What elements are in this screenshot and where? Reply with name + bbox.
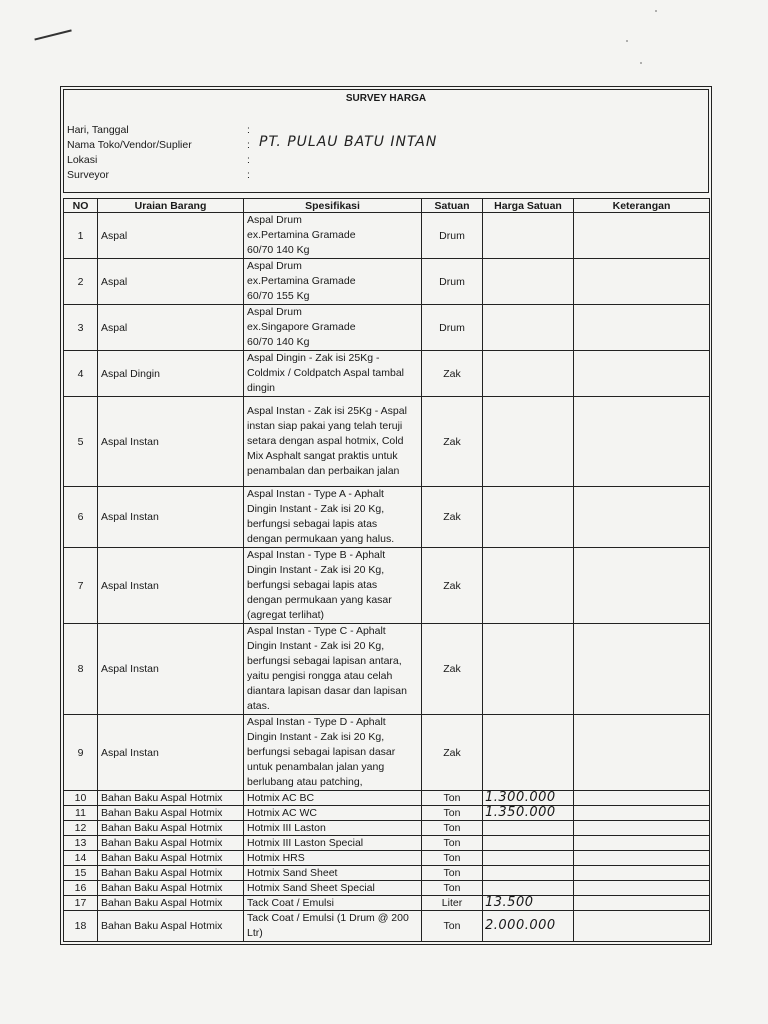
- item-specification: [244, 791, 422, 806]
- handwritten-price: 1.300.000: [485, 790, 556, 805]
- item-specification: [244, 806, 422, 821]
- row-number: 15: [64, 866, 98, 881]
- item-description: Aspal: [98, 305, 244, 351]
- scan-speck: [640, 62, 642, 64]
- spec-line: penambalan dan perbaikan jalan: [247, 465, 400, 477]
- spec-line: dengan permukaan yang kasar: [247, 594, 392, 606]
- item-description: Aspal Instan: [98, 548, 244, 624]
- unit-cell: Drum: [422, 259, 483, 305]
- survey-sheet: [60, 86, 712, 945]
- spec-line: Coldmix / Coldpatch Aspal tambal: [247, 367, 404, 379]
- spec-line: Hotmix Sand Sheet: [247, 867, 338, 879]
- row-number: 7: [64, 548, 98, 624]
- column-header-item: Uraian Barang: [98, 199, 244, 213]
- spec-line: Aspal Instan - Type C - Aphalt: [247, 625, 386, 637]
- item-specification: [244, 896, 422, 911]
- spec-line: berfungsi sebagai lapisan dasar: [247, 746, 396, 758]
- scan-speck: [626, 40, 628, 42]
- field-label: Lokasi: [67, 154, 98, 166]
- spec-line: Aspal Instan - Zak isi 25Kg - Aspal: [247, 405, 407, 417]
- unit-price-cell: [483, 896, 574, 911]
- item-description: Bahan Baku Aspal Hotmix: [98, 851, 244, 866]
- column-header-note: Keterangan: [574, 199, 710, 213]
- table-row: [64, 851, 710, 866]
- table-row: [64, 911, 710, 942]
- table-row: [64, 548, 710, 624]
- spec-line: Hotmix AC BC: [247, 792, 315, 804]
- item-specification: [244, 836, 422, 851]
- unit-cell: Drum: [422, 305, 483, 351]
- note-cell: [574, 548, 710, 624]
- note-cell: [574, 397, 710, 487]
- spec-line: berfungsi sebagai lapis atas: [247, 518, 378, 530]
- row-number: 11: [64, 806, 98, 821]
- spec-line: dengan permukaan yang halus.: [247, 533, 395, 545]
- spec-line: 60/70 140 Kg: [247, 244, 310, 256]
- unit-cell: Zak: [422, 548, 483, 624]
- table-row: [64, 896, 710, 911]
- spec-line: Aspal Instan - Type A - Aphalt: [247, 488, 384, 500]
- unit-price-cell: [483, 866, 574, 881]
- row-number: 13: [64, 836, 98, 851]
- table-row: [64, 866, 710, 881]
- field-label: Surveyor: [67, 169, 110, 181]
- spec-line: diantara lapisan dasar dan lapisan: [247, 685, 407, 697]
- note-cell: [574, 866, 710, 881]
- spec-line: setara dengan aspal hotmix, Cold: [247, 435, 404, 447]
- column-header-unit: Satuan: [422, 199, 483, 213]
- item-specification: [244, 487, 422, 548]
- unit-cell: Ton: [422, 881, 483, 896]
- spec-line: untuk penambalan jalan yang: [247, 761, 385, 773]
- unit-price-cell: [483, 548, 574, 624]
- spec-line: berlubang atau patching,: [247, 776, 363, 788]
- note-cell: [574, 213, 710, 259]
- spec-line: Hotmix HRS: [247, 852, 305, 864]
- unit-price-cell: [483, 213, 574, 259]
- note-cell: [574, 259, 710, 305]
- handwritten-price: 1.350.000: [485, 805, 556, 820]
- unit-price-cell: [483, 715, 574, 791]
- form-header: [63, 89, 709, 193]
- item-specification: [244, 259, 422, 305]
- column-header-no: NO: [64, 199, 98, 213]
- table-row: [64, 715, 710, 791]
- spec-line: ex.Pertamina Gramade: [247, 229, 356, 241]
- spec-line: Tack Coat / Emulsi (1 Drum @ 200: [247, 912, 409, 924]
- table-row: [64, 791, 710, 806]
- unit-price-cell: [483, 911, 574, 942]
- unit-cell: Liter: [422, 896, 483, 911]
- item-specification: [244, 715, 422, 791]
- item-specification: [244, 881, 422, 896]
- spec-line: Dingin Instant - Zak isi 20 Kg,: [247, 564, 385, 576]
- item-description: Bahan Baku Aspal Hotmix: [98, 791, 244, 806]
- table-row: [64, 624, 710, 715]
- spec-line: Tack Coat / Emulsi: [247, 897, 334, 909]
- note-cell: [574, 305, 710, 351]
- unit-price-cell: [483, 836, 574, 851]
- spec-line: Aspal Drum: [247, 306, 302, 318]
- item-specification: [244, 351, 422, 397]
- note-cell: [574, 487, 710, 548]
- spec-line: berfungsi sebagai lapisan antara,: [247, 655, 402, 667]
- spec-line: Hotmix III Laston Special: [247, 837, 364, 849]
- unit-price-cell: [483, 624, 574, 715]
- item-specification: [244, 851, 422, 866]
- handwritten-price: 2.000.000: [485, 918, 556, 933]
- unit-cell: Zak: [422, 351, 483, 397]
- spec-line: Dingin Instant - Zak isi 20 Kg,: [247, 503, 385, 515]
- spec-line: Dingin Instant - Zak isi 20 Kg,: [247, 731, 385, 743]
- form-fields: [67, 123, 437, 183]
- table-row: [64, 836, 710, 851]
- item-description: Aspal: [98, 259, 244, 305]
- spec-line: Hotmix Sand Sheet Special: [247, 882, 375, 894]
- table-row: [64, 806, 710, 821]
- row-number: 10: [64, 791, 98, 806]
- unit-cell: Ton: [422, 791, 483, 806]
- item-description: Aspal Dingin: [98, 351, 244, 397]
- spec-line: Mix Asphalt sangat praktis untuk: [247, 450, 398, 462]
- table-row: [64, 213, 710, 259]
- item-specification: [244, 866, 422, 881]
- scan-speck: [655, 10, 657, 12]
- unit-cell: Zak: [422, 397, 483, 487]
- note-cell: [574, 791, 710, 806]
- row-number: 4: [64, 351, 98, 397]
- spec-line: yaitu pengisi rongga atau celah: [247, 670, 393, 682]
- unit-price-cell: [483, 487, 574, 548]
- spec-line: ex.Singapore Gramade: [247, 321, 356, 333]
- item-description: Aspal Instan: [98, 624, 244, 715]
- unit-cell: Drum: [422, 213, 483, 259]
- table-body: [64, 213, 710, 942]
- spec-line: Aspal Instan - Type D - Aphalt: [247, 716, 386, 728]
- row-number: 5: [64, 397, 98, 487]
- price-survey-table: [63, 198, 710, 942]
- item-specification: [244, 305, 422, 351]
- item-specification: [244, 397, 422, 487]
- unit-cell: Ton: [422, 851, 483, 866]
- spec-line: (agregat terlihat): [247, 609, 325, 621]
- row-number: 18: [64, 911, 98, 942]
- field-colon: :: [247, 124, 250, 136]
- spec-line: berfungsi sebagai lapis atas: [247, 579, 378, 591]
- note-cell: [574, 624, 710, 715]
- unit-price-cell: [483, 806, 574, 821]
- field-colon: :: [247, 154, 250, 166]
- table-row: [64, 487, 710, 548]
- field-label: Hari, Tanggal: [67, 124, 129, 136]
- item-description: Bahan Baku Aspal Hotmix: [98, 836, 244, 851]
- note-cell: [574, 806, 710, 821]
- row-number: 9: [64, 715, 98, 791]
- row-number: 3: [64, 305, 98, 351]
- unit-price-cell: [483, 305, 574, 351]
- note-cell: [574, 881, 710, 896]
- field-colon: :: [247, 139, 250, 151]
- spec-line: ex.Pertamina Gramade: [247, 275, 356, 287]
- spec-line: Aspal Dingin - Zak isi 25Kg -: [247, 352, 380, 364]
- item-description: Bahan Baku Aspal Hotmix: [98, 821, 244, 836]
- column-header-spec: Spesifikasi: [244, 199, 422, 213]
- item-description: Aspal: [98, 213, 244, 259]
- row-number: 6: [64, 487, 98, 548]
- spec-line: atas.: [247, 700, 270, 712]
- note-cell: [574, 821, 710, 836]
- spec-line: dingin: [247, 382, 276, 394]
- row-number: 1: [64, 213, 98, 259]
- unit-price-cell: [483, 397, 574, 487]
- page-title: SURVEY HARGA: [345, 93, 427, 104]
- note-cell: [574, 911, 710, 942]
- item-description: Bahan Baku Aspal Hotmix: [98, 896, 244, 911]
- spec-line: Aspal Instan - Type B - Aphalt: [247, 549, 386, 561]
- unit-price-cell: [483, 351, 574, 397]
- scan-pen-mark: [34, 29, 71, 40]
- spec-line: Hotmix III Laston: [247, 822, 326, 834]
- column-header-price: Harga Satuan: [483, 199, 574, 213]
- unit-price-cell: [483, 851, 574, 866]
- spec-line: 60/70 140 Kg: [247, 336, 310, 348]
- spec-line: 60/70 155 Kg: [247, 290, 310, 302]
- note-cell: [574, 851, 710, 866]
- table-row: [64, 881, 710, 896]
- unit-cell: Ton: [422, 866, 483, 881]
- item-description: Bahan Baku Aspal Hotmix: [98, 866, 244, 881]
- field-colon: :: [247, 169, 250, 181]
- unit-price-cell: [483, 881, 574, 896]
- spec-line: Aspal Drum: [247, 260, 302, 272]
- unit-price-cell: [483, 259, 574, 305]
- table-row: [64, 259, 710, 305]
- unit-price-cell: [483, 821, 574, 836]
- item-description: Bahan Baku Aspal Hotmix: [98, 806, 244, 821]
- item-description: Bahan Baku Aspal Hotmix: [98, 881, 244, 896]
- table-header-row: [64, 199, 710, 213]
- unit-cell: Zak: [422, 715, 483, 791]
- field-surveyor: [67, 168, 437, 183]
- note-cell: [574, 715, 710, 791]
- spec-line: instan siap pakai yang telah teruji: [247, 420, 403, 432]
- field-vendor: [67, 134, 438, 153]
- field-location: [67, 153, 437, 168]
- note-cell: [574, 896, 710, 911]
- item-description: Aspal Instan: [98, 487, 244, 548]
- handwritten-price: 13.500: [485, 895, 534, 910]
- unit-cell: Ton: [422, 821, 483, 836]
- item-specification: [244, 548, 422, 624]
- table-row: [64, 305, 710, 351]
- vendor-handwritten-value: PT. PULAU BATU INTAN: [259, 134, 438, 150]
- unit-cell: Zak: [422, 487, 483, 548]
- row-number: 8: [64, 624, 98, 715]
- spec-line: Ltr): [247, 927, 263, 939]
- row-number: 14: [64, 851, 98, 866]
- table-row: [64, 821, 710, 836]
- item-description: Aspal Instan: [98, 397, 244, 487]
- unit-cell: Ton: [422, 911, 483, 942]
- table-row: [64, 351, 710, 397]
- row-number: 17: [64, 896, 98, 911]
- row-number: 12: [64, 821, 98, 836]
- item-specification: [244, 911, 422, 942]
- unit-cell: Zak: [422, 624, 483, 715]
- note-cell: [574, 836, 710, 851]
- table-row: [64, 397, 710, 487]
- item-specification: [244, 821, 422, 836]
- note-cell: [574, 351, 710, 397]
- item-description: Bahan Baku Aspal Hotmix: [98, 911, 244, 942]
- item-description: Aspal Instan: [98, 715, 244, 791]
- unit-price-cell: [483, 791, 574, 806]
- field-label: Nama Toko/Vendor/Suplier: [67, 139, 192, 151]
- unit-cell: Ton: [422, 836, 483, 851]
- spec-line: Dingin Instant - Zak isi 20 Kg,: [247, 640, 385, 652]
- spec-line: Aspal Drum: [247, 214, 302, 226]
- item-specification: [244, 213, 422, 259]
- row-number: 16: [64, 881, 98, 896]
- row-number: 2: [64, 259, 98, 305]
- item-specification: [244, 624, 422, 715]
- unit-cell: Ton: [422, 806, 483, 821]
- spec-line: Hotmix AC WC: [247, 807, 318, 819]
